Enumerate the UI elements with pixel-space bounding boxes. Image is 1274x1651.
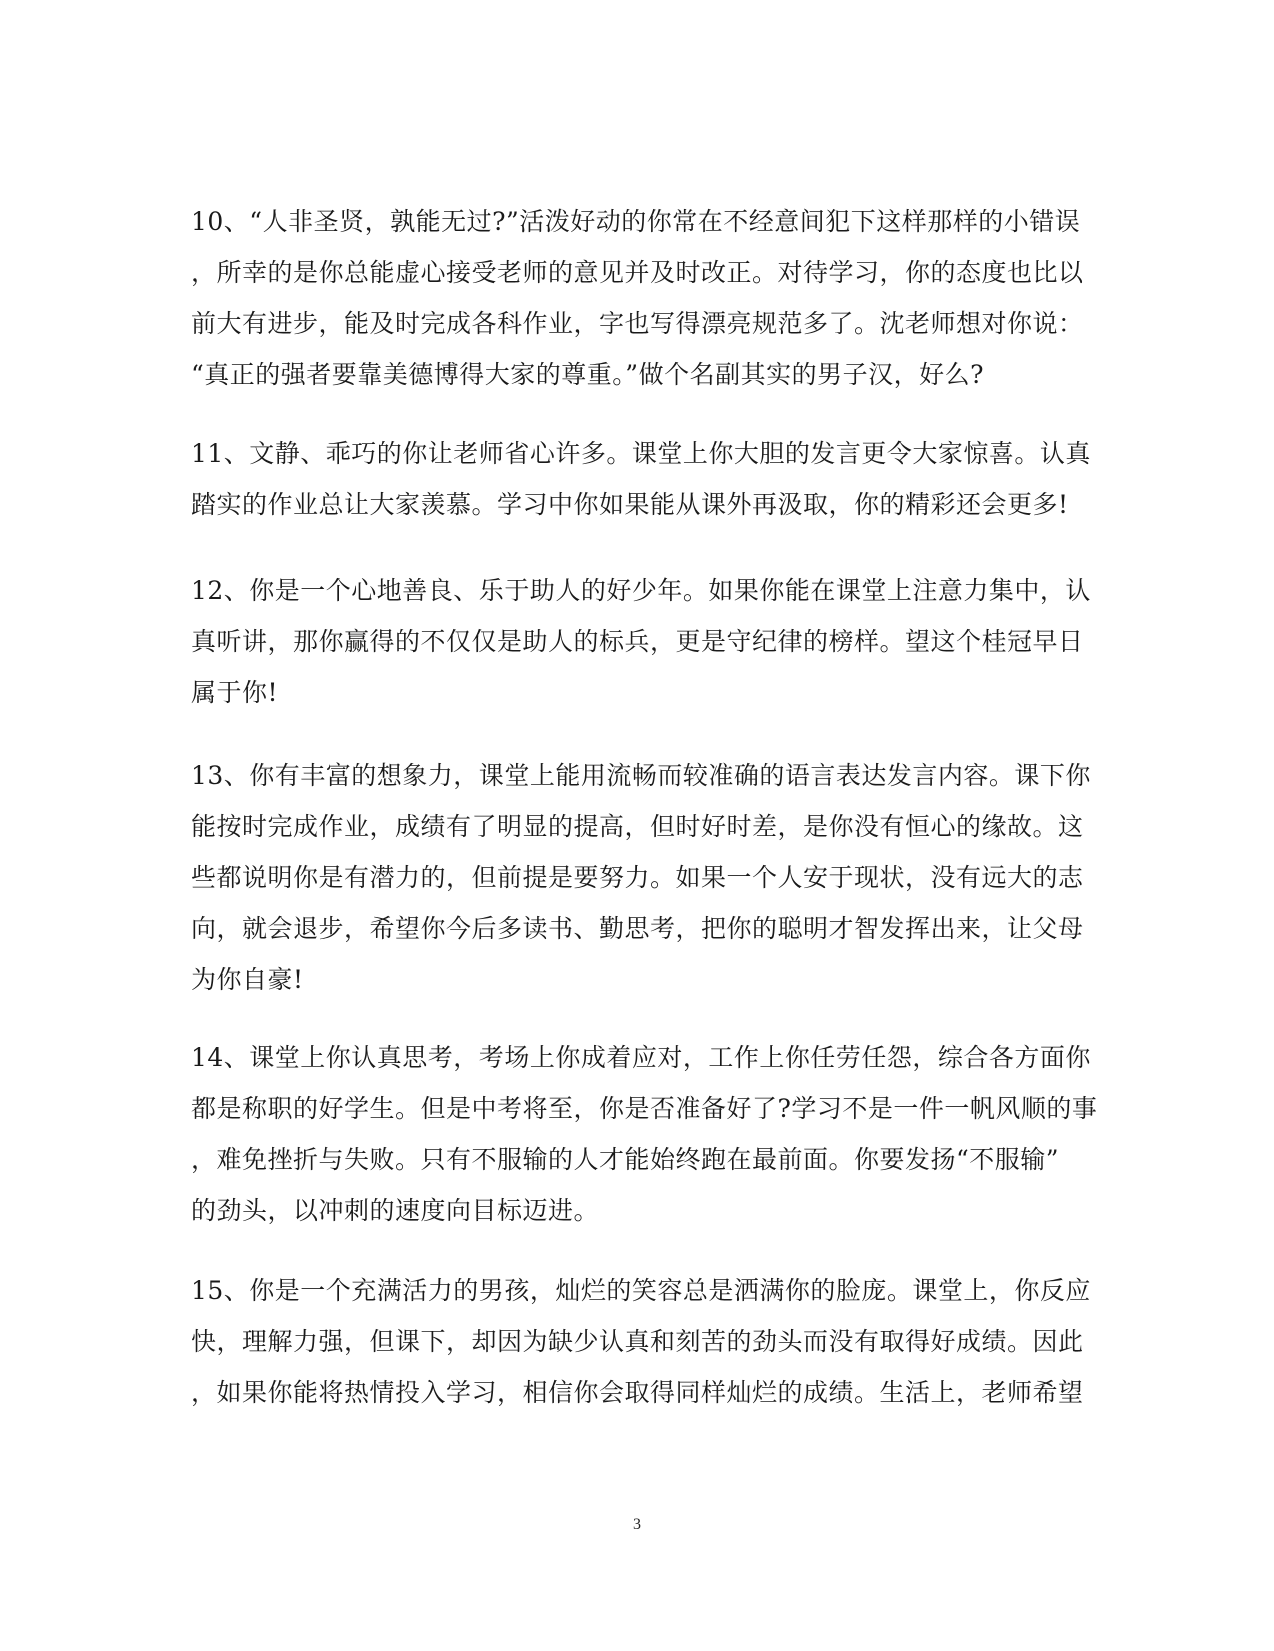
paragraph-line: 11、文静、乖巧的你让老师省心许多。课堂上你大胆的发言更令大家惊喜。认真: [191, 439, 1091, 468]
paragraph-line: 14、课堂上你认真思考，考场上你成着应对，工作上你任劳任怨，综合各方面你: [191, 1043, 1091, 1072]
paragraph-line: ，如果你能将热情投入学习，相信你会取得同样灿烂的成绩。生活上，老师希望: [191, 1378, 1084, 1407]
paragraph-line: 快，理解力强，但课下，却因为缺少认真和刻苦的劲头而没有取得好成绩。因此: [191, 1327, 1084, 1356]
paragraph-line: 前大有进步，能及时完成各科作业，字也写得漂亮规范多了。沈老师想对你说：: [191, 309, 1084, 338]
paragraph-line: ，难免挫折与失败。只有不服输的人才能始终跑在最前面。你要发扬“不服输”: [191, 1145, 1060, 1174]
paragraph-line: 踏实的作业总让大家羡慕。学习中你如果能从课外再汲取，你的精彩还会更多!: [191, 490, 1069, 519]
paragraph-line: 10、“人非圣贤，孰能无过?”活泼好动的你常在不经意间犯下这样那样的小错误: [191, 207, 1081, 236]
page-number: 3: [633, 1516, 641, 1533]
comment-paragraph-11: [191, 428, 1091, 530]
paragraph-line: 能按时完成作业，成绩有了明显的提高，但时好时差，是你没有恒心的缘故。这: [191, 812, 1084, 841]
paragraph-line: ，所幸的是你总能虚心接受老师的意见并及时改正。对待学习，你的态度也比以: [191, 258, 1084, 287]
paragraph-line: 的劲头，以冲刺的速度向目标迈进。: [191, 1196, 600, 1225]
comment-paragraph-13: [191, 750, 1091, 1005]
paragraph-line: 真听讲，那你赢得的不仅仅是助人的标兵，更是守纪律的榜样。望这个桂冠早日: [191, 627, 1084, 656]
comment-paragraph-14: [191, 1032, 1098, 1236]
paragraph-line: 向，就会退步，希望你今后多读书、勤思考，把你的聪明才智发挥出来，让父母: [191, 914, 1084, 943]
paragraph-line: 为你自豪!: [191, 965, 304, 994]
comment-paragraph-12: [191, 565, 1091, 718]
paragraph-line: 属于你!: [191, 678, 279, 707]
paragraph-line: 13、你有丰富的想象力，课堂上能用流畅而较准确的语言表达发言内容。课下你: [191, 761, 1091, 790]
comment-paragraph-10: [191, 196, 1084, 400]
paragraph-line: “真正的强者要靠美德博得大家的尊重。”做个名副其实的男子汉，好么?: [191, 360, 984, 389]
paragraph-line: 15、你是一个充满活力的男孩，灿烂的笑容总是洒满你的脸庞。课堂上，你反应: [191, 1276, 1091, 1305]
comment-paragraph-15: [191, 1265, 1091, 1418]
paragraph-line: 些都说明你是有潜力的，但前提是要努力。如果一个人安于现状，没有远大的志: [191, 863, 1084, 892]
paragraph-line: 都是称职的好学生。但是中考将至，你是否准备好了?学习不是一件一帆风顺的事: [191, 1094, 1098, 1123]
paragraph-line: 12、你是一个心地善良、乐于助人的好少年。如果你能在课堂上注意力集中，认: [191, 576, 1091, 605]
